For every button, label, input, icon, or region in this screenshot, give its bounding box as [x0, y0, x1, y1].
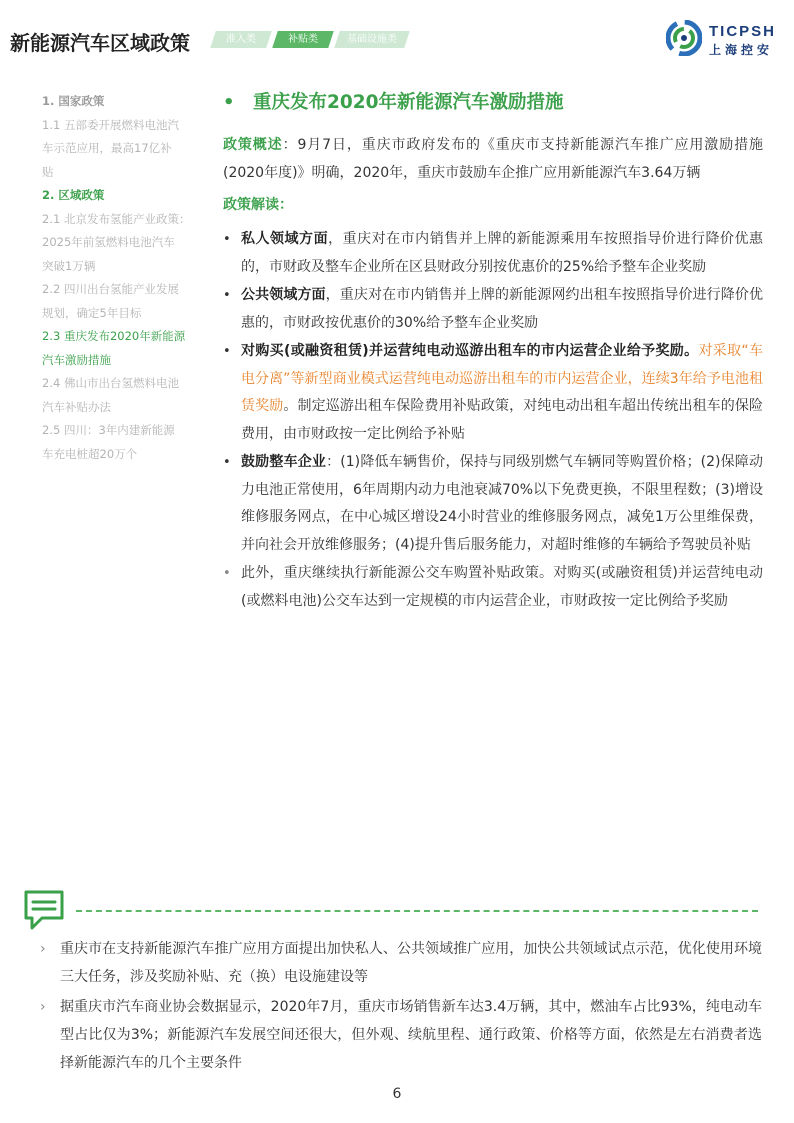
list-item: • 对购买(或融资租赁)并运营纯电动巡游出租车的市内运营企业给予奖励。对采取“车电分离”等新型商业模式运营纯电动巡游出租车的市内运营企业，连续3年给予电池租赁奖励。制定巡游出租车保险费用补贴政策，对纯电动出租车超出传统出租车的保险费用，由市财政按一定比例给予补贴: [223, 338, 763, 448]
page-title: 新能源汽车区域政策: [10, 31, 190, 55]
company-logo: [666, 20, 786, 60]
chevron-right-icon: ›: [40, 999, 46, 1015]
overview-label: 政策概述: [223, 137, 283, 153]
policy-overview: [223, 132, 763, 187]
bullet-dot-icon: •: [223, 232, 231, 247]
interpretation-label: 政策解读：: [223, 197, 293, 213]
logo-name: TICPSH: [709, 23, 777, 40]
table-of-contents: [42, 90, 207, 466]
bullet-dot-icon: •: [223, 288, 231, 303]
toc-regional-policy[interactable]: 2. 区域政策: [42, 188, 105, 202]
bullet-dot-icon: •: [223, 566, 231, 581]
toc-item-2-4[interactable]: 2.4 佛山市出台氢燃料电池: [42, 376, 179, 390]
page-number: 6: [392, 1086, 402, 1102]
list-item: › 据重庆市汽车商业协会数据显示，2020年7月，重庆市场销售新车达3.4万辆，其中，燃油车占比93%，纯电动车型占比仅为3%；新能源汽车发展空间还很大，但外观、续航里程、通行政策、价格等方面，依然是左右消费者选择新能源汽车的几个主要条件: [40, 993, 762, 1077]
toc-item-2-2-cont[interactable]: 规划，确定5年目标: [42, 305, 142, 320]
toc-item-2-3-cont[interactable]: 汽车激励措施: [42, 352, 111, 367]
highlight-text: 对采取“车电分离”等新型商业模式运营纯电动巡游出租车的市内运营企业，连续3年给予电池租赁奖励: [241, 343, 763, 414]
tag-subsidy[interactable]: 补贴类: [272, 31, 334, 48]
toc-item-2-1-cont[interactable]: 2025年前氢燃料电池汽车: [42, 235, 175, 249]
list-item: • 鼓励整车企业：(1)降低车辆售价，保持与同级别燃气车辆同等购置价格；(2)保障动力电池正常使用，6年周期内动力电池衰减70%以下免费更换，不限里程数；(3)增设维修服务网点，在中心城区增设24小时营业的维修服务网点，减免1万公里维保费，并向社会开放维修服务；(4)提升售后服务能力，对超时维修的车辆给予驾驶员补贴: [223, 449, 763, 559]
chevron-right-icon: ›: [40, 941, 46, 957]
logo-subtitle: 上海控安: [709, 43, 774, 57]
toc-item-2-5-cont[interactable]: 车充电桩超20万个: [42, 446, 138, 461]
bullet-dot-icon: •: [223, 92, 235, 113]
tag-access[interactable]: 准入类: [210, 31, 272, 48]
list-item: • 私人领域方面，重庆对在市内销售并上牌的新能源乘用车按照指导价进行降价优惠的，市财政及整车企业所在区县财政分别按优惠价的25%给予整车企业奖励: [223, 226, 763, 281]
toc-item-1-1-cont[interactable]: 贴: [42, 164, 54, 179]
page-header: [0, 0, 794, 80]
toc-item-1-1[interactable]: 1.1 五部委开展燃料电池汽: [42, 117, 179, 132]
bullet-dot-icon: •: [223, 344, 231, 359]
overview-text: ：9月7日，重庆市政府发布的《重庆市支持新能源汽车推广应用激励措施(2020年度)》明确，2020年，重庆市鼓励车企推广应用新能源汽车3.64万辆: [223, 137, 763, 181]
toc-item-2-1[interactable]: 2.1 北京发布氢能产业政策：: [42, 211, 191, 226]
toc-item-2-3[interactable]: 2.3 重庆发布2020年新能源: [42, 329, 186, 343]
dashed-divider: [76, 910, 758, 912]
summary-notes: [40, 935, 762, 1079]
tag-infrastructure[interactable]: 基础设施类: [334, 31, 410, 48]
toc-item-2-2[interactable]: 2.2 四川出台氢能产业发展: [42, 282, 179, 296]
toc-item-2-1-cont[interactable]: 突破1万辆: [42, 258, 96, 273]
interpretation-list: [223, 226, 763, 615]
comment-icon: [22, 888, 66, 932]
bullet-dot-icon: •: [223, 455, 231, 470]
list-item: • 公共领域方面，重庆对在市内销售并上牌的新能源网约出租车按照指导价进行降价优惠的，市财政按优惠价的30%给予整车企业奖励: [223, 282, 763, 337]
list-item: • 此外，重庆继续执行新能源公交车购置补贴政策。对购买(或融资租赁)并运营纯电动(或燃料电池)公交车达到一定规模的市内运营企业，市财政按一定比例给予奖励: [223, 560, 763, 615]
logo-mark-icon: [666, 20, 702, 56]
list-item: › 重庆市在支持新能源汽车推广应用方面提出加快私人、公共领域推广应用，加快公共领域试点示范，优化使用环境三大任务，涉及奖励补贴、充（换）电设施建设等: [40, 935, 762, 991]
toc-item-2-4-cont[interactable]: 汽车补贴办法: [42, 399, 111, 414]
toc-national-policy[interactable]: 1. 国家政策: [42, 94, 105, 108]
toc-item-1-1-cont[interactable]: 车示范应用，最高17亿补: [42, 141, 172, 155]
section-title: • 重庆发布2020年新能源汽车激励措施: [223, 86, 763, 122]
toc-item-2-5[interactable]: 2.5 四川：3年内建新能源: [42, 423, 175, 437]
main-content: [223, 86, 763, 616]
